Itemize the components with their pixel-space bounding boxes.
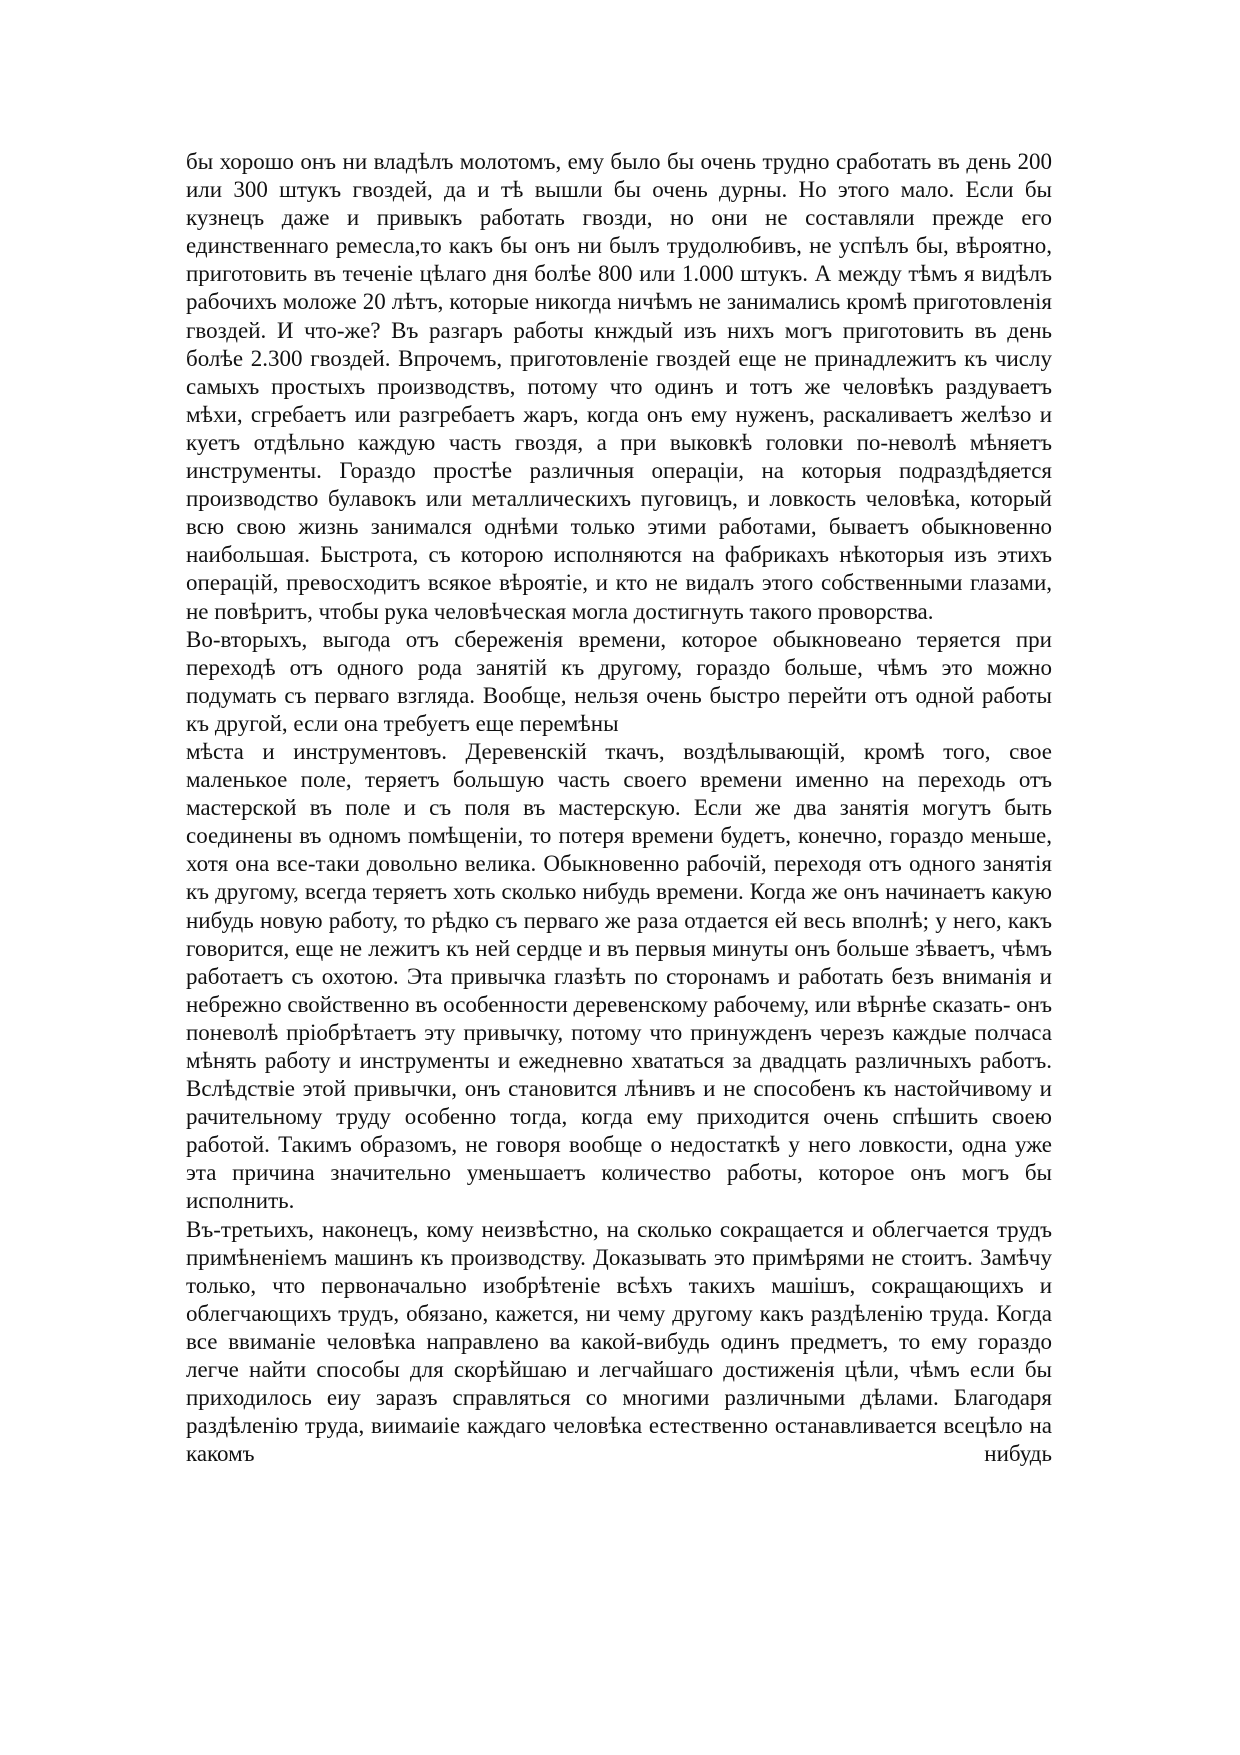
document-page xyxy=(186,148,1052,1468)
paragraph-rural-weaver: мѣста и инструментовъ. Деревенскій ткачъ, воздѣлывающій, кромѣ того, свое маленькое поле, теряетъ большую часть своего времени именно на переходь отъ мастерской въ поле и съ поля въ мастерскую. Если же два занятія могутъ быть соединены въ одномъ помѣщеніи, то потеря времени будетъ, конечно, гораздо меньше, хотя она все-таки довольно велика. Обыкновенно рабочій, переходя отъ одного занятія къ другому, всегда теряетъ хоть сколько нибудь времени. Когда же онъ начинаетъ какую нибудь новую работу, то рѣдко съ перваго же раза отдается ей весь вполнѣ; у него, какъ говорится, еще не лежитъ къ ней сердце и въ первыя минуты онъ больше зѣваетъ, чѣмъ работаетъ съ охотою. Эта привычка глазѣть по сторонамъ и работать безъ вниманія и небрежно свойственно въ особенности деревенскому рабочему, или вѣрнѣе сказать- онъ поневолѣ пріобрѣтаетъ эту привычку, потому что принужденъ черезъ каждые полчаса мѣнять работу и инструменты и ежедневно хвататься за двадцать различныхъ работъ. Вслѣдствіе этой привычки, онъ становится лѣнивъ и не способенъ къ настойчивому и рачительному труду особенно тогда, когда ему приходится очень спѣшить своею работой. Такимъ образомъ, не говоря вообще о недостаткѣ у него ловкости, одна уже эта причина значительно уменьшаетъ количество работы, которое онъ могъ бы исполнить. xyxy=(186,738,1052,1214)
paragraph-nail-production: бы хорошо онъ ни владѣлъ молотомъ, ему было бы очень трудно сработать въ день 200 или 300 штукъ гвоздей, да и тѣ вышли бы очень дурны. Но этого мало. Если бы кузнецъ даже и привыкъ работать гвозди, но они не составляли прежде его единственнаго ремесла,то какъ бы онъ ни былъ трудолюбивъ, не успѣлъ бы, вѣроятно, приготовить въ теченіе цѣлаго дня болѣе 800 или 1.000 штукъ. А между тѣмъ я видѣлъ рабочихъ моложе 20 лѣтъ, которые никогда ничѣмъ не занимались кромѣ приготовленія гвоздей. И что-же? Въ разгаръ работы кнждый изъ нихъ могъ приготовить въ день болѣе 2.300 гвоздей. Впрочемъ, приготовленіе гвоздей еще не принадлежитъ къ числу самыхъ простыхъ производствъ, потому что одинъ и тотъ же человѣкъ раздуваетъ мѣхи, сгребаетъ или разгребаетъ жаръ, когда онъ ему нуженъ, раскаливаетъ желѣзо и куетъ отдѣльно каждую часть гвоздя, а при выковкѣ головки по-неволѣ мѣняетъ инструменты. Гораздо простѣе различныя операціи, на которыя подраздѣдяется производство булавокъ или металлическихъ пуговицъ, и ловкость человѣка, который всю свою жизнь занимался однѣми только этими работами, бываетъ обыкновенно наибольшая. Быстрота, съ которою исполняются на фабрикахъ нѣкоторыя изъ этихъ операцій, превосходитъ всякое вѣроятіе, и кто не видалъ этого собственными глазами, не повѣритъ, чтобы рука человѣческая могла достигнуть такого проворства. xyxy=(186,149,1052,624)
paragraph-time-saving: Во-вторыхъ, выгода отъ сбереженія времени, которое обыкновеано теряется при переходѣ отъ одного рода занятій къ другому, гораздо больше, чѣмъ это можно подумать съ перваго взгляда. Вообще, нельзя очень быстро перейти отъ одной работы къ другой, если она требуетъ еще перемѣны xyxy=(186,626,1052,736)
paragraph-machines: Въ-третьихъ, наконецъ, кому неизвѣстно, на сколько сокращается и облегчается трудъ примѣненіемъ машинъ къ производству. Доказывать это примѣрями не стоитъ. Замѣчу только, что первоначально изобрѣтеніе всѣхъ такихъ машішъ, сокращающихъ и облегчающихъ трудъ, обязано, кажется, ни чему другому какъ раздѣленію труда. Когда все ввиманіе человѣка направлено ва какой-вибудь одинъ предметъ, то ему гораздо легче найти способы для скорѣйшаю и легчайшаго достиженія цѣли, чѣмъ если бы приходилось еиу заразъ справляться со многими различными дѣлами. Благодаря раздѣленію труда, виимаиіе каждаго человѣка естественно останавливается всецѣло на какомъ нибудь xyxy=(186,1216,1052,1467)
